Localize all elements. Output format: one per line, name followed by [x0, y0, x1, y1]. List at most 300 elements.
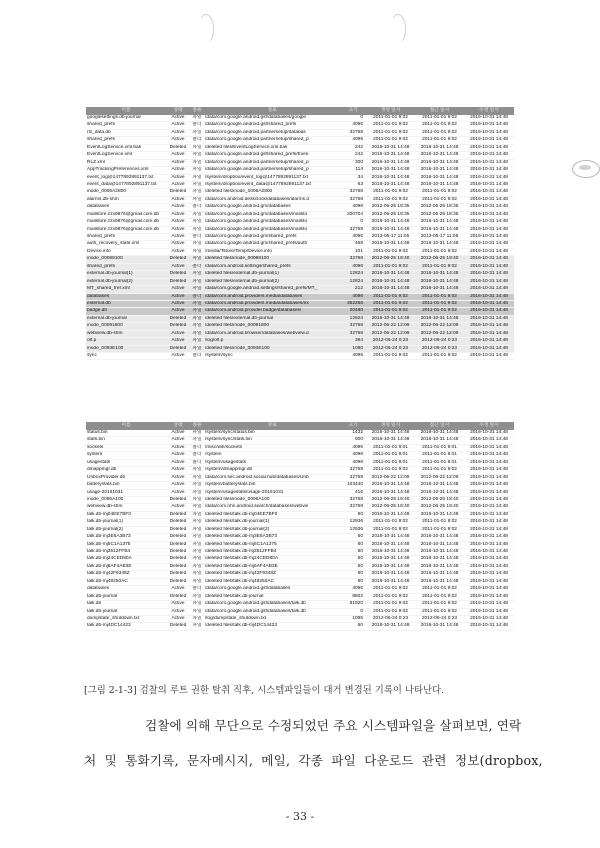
cell-type: 파일	[190, 345, 204, 352]
cell-size: 32768	[340, 189, 366, 196]
cell-name: rlz_data.db	[86, 129, 166, 136]
cell-type: 파일	[190, 601, 204, 608]
cell-type: 폴더	[190, 137, 204, 144]
cell-name: sync	[86, 353, 166, 360]
cell-size: 32768	[340, 496, 366, 503]
column-header-accessed[interactable]: 접근 일시	[415, 422, 464, 430]
cell-accessed: 2011-01-01 9:02	[415, 519, 464, 526]
cell-modified: 2016-10-31 14:48	[464, 144, 514, 151]
cell-type: 파일	[190, 278, 204, 285]
file-table-1	[86, 107, 514, 360]
cell-size: 20480	[340, 308, 366, 315]
cell-accessed: 2011-01-01 9:02	[415, 137, 464, 144]
cell-modified: 2016-10-31 14:48	[464, 526, 514, 533]
table-row[interactable]	[86, 452, 514, 459]
cell-status: Active	[166, 219, 190, 226]
table-row[interactable]	[86, 241, 514, 248]
cell-name: batterystats.bin	[86, 482, 166, 489]
cell-created: 2016-10-31 14:48	[366, 563, 415, 570]
cell-modified: 2016-10-31 14:48	[464, 563, 514, 570]
body-paragraph-line-1: 검찰에 의해 무단으로 수정되었던 주요 시스템파일을 살펴보면, 연락	[145, 718, 522, 733]
cell-name: EventLogService.xml.bak	[86, 144, 166, 151]
table-row[interactable]	[86, 623, 514, 630]
cell-accessed: 2011-01-01 9:02	[415, 248, 464, 255]
cell-size: 8802	[340, 593, 366, 600]
cell-accessed: 2016-10-31 14:48	[415, 174, 464, 181]
cell-modified: 2016-10-31 14:48	[464, 152, 514, 159]
table-row[interactable]	[86, 563, 514, 570]
table-row[interactable]	[86, 278, 514, 285]
column-header-created[interactable]: 생성 일시	[366, 107, 415, 115]
cell-name: talk.db-mj5C1A1375	[86, 541, 166, 548]
cell-name: inode_0096A100	[86, 496, 166, 503]
cell-modified: 2016-10-31 14:48	[464, 308, 514, 315]
cell-type: 파일	[190, 323, 204, 330]
table-row[interactable]	[86, 608, 514, 615]
cell-size: 4096	[340, 452, 366, 459]
cell-status: Active	[166, 241, 190, 248]
cell-size: 32768	[340, 467, 366, 474]
cell-accessed: 2016-10-31 14:48	[415, 482, 464, 489]
cell-accessed: 2016-10-31 14:48	[415, 286, 464, 293]
table-row[interactable]	[86, 541, 514, 548]
cell-status: Active	[166, 353, 190, 360]
cell-accessed: 2012-05-25 18:35	[415, 204, 464, 211]
cell-status: Active	[166, 211, 190, 218]
cell-created: 2011-01-01 9:02	[366, 248, 415, 255]
cell-size: 32768	[340, 129, 366, 136]
cell-size: 60	[340, 563, 366, 570]
cell-type: 파일	[190, 623, 204, 630]
table-row[interactable]	[86, 323, 514, 330]
cell-path: /system/dmappmgr.db	[204, 467, 340, 474]
cell-type: 파일	[190, 437, 204, 444]
cell-modified: 2016-10-31 14:48	[464, 196, 514, 203]
cell-name: inode_0006A2800	[86, 189, 166, 196]
table-row[interactable]	[86, 234, 514, 241]
cell-name: talk.db-mj04EE7BF0	[86, 511, 166, 518]
cell-type: 파일	[190, 504, 204, 511]
cell-accessed: 2016-10-31 14:48	[415, 511, 464, 518]
cell-accessed: 2011-01-01 9:02	[415, 189, 464, 196]
cell-status: Deleted	[166, 593, 190, 600]
table-row[interactable]	[86, 271, 514, 278]
table-row[interactable]	[86, 430, 514, 437]
table-row[interactable]	[86, 211, 514, 218]
cell-path: /deleted files/inode_0096A100	[204, 496, 340, 503]
cell-status: Deleted	[166, 256, 190, 263]
column-header-modified[interactable]: 수정 일시	[464, 422, 514, 430]
cell-type: 폴더	[190, 122, 204, 129]
cell-type: 파일	[190, 519, 204, 526]
cell-modified: 2016-10-31 14:48	[464, 115, 514, 122]
cell-status: Active	[166, 452, 190, 459]
table-row[interactable]	[86, 256, 514, 263]
column-header-status[interactable]: 상태	[166, 422, 190, 430]
cell-type: 파일	[190, 578, 204, 585]
table-row[interactable]	[86, 601, 514, 608]
cell-accessed: 2016-10-31 14:48	[415, 578, 464, 585]
table-row[interactable]	[86, 578, 514, 585]
cell-size: 81920	[340, 601, 366, 608]
cell-created: 2011-01-01 9:02	[366, 308, 415, 315]
cell-accessed: 2012-06-24 0:23	[415, 338, 464, 345]
table-row[interactable]	[86, 248, 514, 255]
cell-path: /data/com.google.android.partnersetup/shared_p	[204, 167, 340, 174]
cell-status: Active	[166, 263, 190, 270]
cell-path: /data/com.android.provider.badge/databases/	[204, 308, 340, 315]
column-header-name[interactable]: 이름	[86, 422, 166, 430]
table-row[interactable]	[86, 144, 514, 151]
cell-created: 2016-10-31 14:48	[366, 534, 415, 541]
cell-accessed: 2016-10-31 14:48	[415, 167, 464, 174]
cell-accessed: 2012-06-25 18:40	[415, 256, 464, 263]
cell-path: /deleted files/external.db-journal(1)	[204, 271, 340, 278]
cell-modified: 2016-10-31 14:48	[464, 593, 514, 600]
column-header-path[interactable]: 경로	[204, 107, 340, 115]
table-row[interactable]	[86, 444, 514, 451]
table-row[interactable]	[86, 181, 514, 188]
cell-name: talk.db-mj3E6A3B73	[86, 534, 166, 541]
cell-status: Deleted	[166, 323, 190, 330]
scan-hole-mark-right	[390, 14, 406, 44]
file-table-screenshot-2	[86, 422, 514, 631]
column-header-size[interactable]: 크기	[340, 422, 366, 430]
cell-path: /data/com.android.deskclock/databases/alarms.d	[204, 196, 340, 203]
table-row[interactable]	[86, 122, 514, 129]
cell-name: shared_prefs	[86, 263, 166, 270]
table-row[interactable]	[86, 504, 514, 511]
table-row[interactable]	[86, 196, 514, 203]
cell-created: 2016-10-31 14:48	[366, 511, 415, 518]
cell-path: /data/com.google.android.partnersetup/databas	[204, 129, 340, 136]
table-row[interactable]	[86, 549, 514, 556]
cell-created: 2011-01-01 9:02	[366, 189, 415, 196]
cell-type: 파일	[190, 541, 204, 548]
cell-type: 파일	[190, 315, 204, 322]
table-row[interactable]	[86, 489, 514, 496]
cell-accessed: 2012-06-25 18:40	[415, 504, 464, 511]
table-row[interactable]	[86, 129, 514, 136]
cell-type: 파일	[190, 511, 204, 518]
cell-status: Deleted	[166, 511, 190, 518]
cell-status: Deleted	[166, 578, 190, 585]
cell-modified: 2016-10-31 14:48	[464, 323, 514, 330]
cell-created: 2013-05-17 11:05	[366, 234, 415, 241]
table-row[interactable]	[86, 293, 514, 300]
file-table-screenshot-1	[86, 107, 514, 360]
table-row[interactable]	[86, 496, 514, 503]
table-header-row	[86, 107, 514, 115]
cell-name: Device.info	[86, 248, 166, 255]
column-header-status[interactable]: 상태	[166, 107, 190, 115]
cell-type: 폴더	[190, 586, 204, 593]
table-row[interactable]	[86, 593, 514, 600]
cell-status: Active	[166, 601, 190, 608]
cell-path: /media/Tstore/Temp/Device.info	[204, 248, 340, 255]
cell-path: /data/com.google.android.gm/shared_prefs	[204, 234, 340, 241]
cell-accessed: 2016-10-31 14:48	[415, 181, 464, 188]
cell-type: 파일	[190, 189, 204, 196]
cell-type: 파일	[190, 152, 204, 159]
column-header-type[interactable]: 종류	[190, 107, 204, 115]
column-header-accessed[interactable]: 접근 일시	[415, 107, 464, 115]
cell-size: 32768	[340, 226, 366, 233]
cell-accessed: 2016-10-31 14:48	[415, 159, 464, 166]
cell-name: webview.db-shm	[86, 330, 166, 337]
cell-size: 1080	[340, 345, 366, 352]
table-row[interactable]	[86, 586, 514, 593]
cell-created: 2011-01-01 9:02	[366, 115, 415, 122]
table-row[interactable]	[86, 519, 514, 526]
cell-size: 4096	[340, 204, 366, 211]
cell-type: 파일	[190, 174, 204, 181]
table-row[interactable]	[86, 615, 514, 622]
cell-type: 파일	[190, 556, 204, 563]
table-row[interactable]	[86, 526, 514, 533]
scan-hole-mark-left	[198, 14, 214, 44]
cell-status: Deleted	[166, 534, 190, 541]
table-row[interactable]	[86, 482, 514, 489]
cell-path: /deleted files/inode_0093E100	[204, 345, 340, 352]
table-row[interactable]	[86, 226, 514, 233]
cell-path: /deleted files/talk.db-mj04EE7BF0	[204, 511, 340, 518]
table-row[interactable]	[86, 315, 514, 322]
cell-accessed: 2016-10-31 14:48	[415, 219, 464, 226]
cell-size: 60	[340, 534, 366, 541]
cell-accessed: 2011-01-01 9:01	[415, 459, 464, 466]
table-row[interactable]	[86, 474, 514, 481]
cell-modified: 2016-10-31 14:48	[464, 467, 514, 474]
table-row[interactable]	[86, 437, 514, 444]
cell-path: /deleted files/inode_0006A2800	[204, 189, 340, 196]
table-row[interactable]	[86, 353, 514, 360]
table-row[interactable]	[86, 571, 514, 578]
cell-type: 파일	[190, 534, 204, 541]
cell-path: /deleted files/talk.db-mj48250AC	[204, 578, 340, 585]
cell-name: talk.db-journal	[86, 608, 166, 615]
scan-smudge-mark	[572, 160, 600, 178]
table-row[interactable]	[86, 152, 514, 159]
table-row[interactable]	[86, 459, 514, 466]
cell-created: 2011-01-01 9:01	[366, 452, 415, 459]
column-header-path[interactable]: 경로	[204, 422, 340, 430]
table-row[interactable]	[86, 167, 514, 174]
column-header-size[interactable]: 크기	[340, 107, 366, 115]
cell-path: /system/sync/status.bin	[204, 430, 340, 437]
table-row[interactable]	[86, 467, 514, 474]
cell-path: /system/sync/stats.bin	[204, 437, 340, 444]
cell-path: /system/batterystats.bin	[204, 482, 340, 489]
cell-name: system	[86, 452, 166, 459]
cell-created: 2016-10-31 14:48	[366, 271, 415, 278]
cell-status: Active	[166, 204, 190, 211]
table-row[interactable]	[86, 308, 514, 315]
cell-path: /deleted files/external.db-journal(2)	[204, 278, 340, 285]
cell-created: 2012-06-25 18:40	[366, 496, 415, 503]
cell-size: 4096	[340, 353, 366, 360]
cell-size: 1095	[340, 615, 366, 622]
cell-accessed: 2016-10-31 14:48	[415, 571, 464, 578]
cell-path: /data/com.google.android.gsf/databases/talk.db	[204, 608, 340, 615]
table-row[interactable]	[86, 286, 514, 293]
cell-type: 폴더	[190, 353, 204, 360]
cell-modified: 2016-10-31 14:48	[464, 256, 514, 263]
cell-type: 파일	[190, 526, 204, 533]
table-row[interactable]	[86, 338, 514, 345]
cell-modified: 2016-10-31 14:48	[464, 549, 514, 556]
cell-name: external.db-journal(2)	[86, 278, 166, 285]
cell-path: /data/com.google.android.partnersetup/shared_p	[204, 137, 340, 144]
cell-size: 32768	[340, 330, 366, 337]
cell-created: 2016-10-31 14:48	[366, 430, 415, 437]
table-row[interactable]	[86, 204, 514, 211]
cell-path: /data/com.google.android.gsf/databases/talk.db	[204, 601, 340, 608]
table-row[interactable]	[86, 219, 514, 226]
cell-modified: 2016-10-31 14:48	[464, 615, 514, 622]
cell-type: 파일	[190, 226, 204, 233]
cell-path: /log/dumpstate_shutdown.txt	[204, 615, 340, 622]
cell-modified: 2016-10-31 14:48	[464, 248, 514, 255]
cell-modified: 2016-10-31 14:48	[464, 300, 514, 307]
cell-path: /deleted files/EventLogService.xml.bak	[204, 144, 340, 151]
cell-name: databases	[86, 204, 166, 211]
table-row[interactable]	[86, 115, 514, 122]
cell-name: event_data@1477892891137.txt	[86, 181, 166, 188]
column-header-name[interactable]: 이름	[86, 107, 166, 115]
cell-path: /system/usagestats	[204, 459, 340, 466]
cell-modified: 2016-10-31 14:48	[464, 211, 514, 218]
cell-type: 파일	[190, 615, 204, 622]
table-row[interactable]	[86, 189, 514, 196]
cell-created: 2016-10-31 14:48	[366, 549, 415, 556]
cell-accessed: 2012-06-22 12:09	[415, 330, 464, 337]
cell-created: 2016-10-31 14:48	[366, 159, 415, 166]
column-header-modified[interactable]: 수정 일시	[464, 107, 514, 115]
cell-accessed: 2012-06-24 0:23	[415, 345, 464, 352]
cell-created: 2011-01-01 9:02	[366, 519, 415, 526]
cell-created: 2012-05-25 18:35	[366, 211, 415, 218]
cell-created: 2012-06-25 18:40	[366, 504, 415, 511]
cell-name: shared_prefs	[86, 137, 166, 144]
cell-created: 2011-01-01 9:02	[366, 467, 415, 474]
cell-modified: 2016-10-31 14:48	[464, 519, 514, 526]
cell-status: Active	[166, 234, 190, 241]
cell-accessed: 2016-10-31 14:48	[415, 430, 464, 437]
column-header-created[interactable]: 생성 일시	[366, 422, 415, 430]
cell-name: MT_shared_fref.xml	[86, 286, 166, 293]
cell-status: Active	[166, 115, 190, 122]
cell-type: 파일	[190, 181, 204, 188]
cell-modified: 2016-10-31 14:48	[464, 601, 514, 608]
cell-path: /system/sync	[204, 353, 340, 360]
cell-name: dmappmgr.db	[86, 467, 166, 474]
cell-type: 파일	[190, 286, 204, 293]
table-row[interactable]	[86, 345, 514, 352]
cell-created: 2011-01-01 9:02	[366, 137, 415, 144]
table-row[interactable]	[86, 300, 514, 307]
cell-created: 2016-10-31 14:48	[366, 489, 415, 496]
cell-path: /deleted files/inode_00088100	[204, 256, 340, 263]
cell-name: usage-20161031	[86, 489, 166, 496]
cell-accessed: 2011-01-01 9:02	[415, 526, 464, 533]
column-header-type[interactable]: 종류	[190, 422, 204, 430]
cell-created: 2011-01-01 9:02	[366, 601, 415, 608]
cell-created: 2016-10-31 14:48	[366, 167, 415, 174]
table-row[interactable]	[86, 159, 514, 166]
cell-type: 파일	[190, 211, 204, 218]
cell-size: 60	[340, 541, 366, 548]
table-row[interactable]	[86, 556, 514, 563]
cell-modified: 2016-10-31 14:48	[464, 345, 514, 352]
cell-created: 2016-10-31 14:48	[366, 174, 415, 181]
cell-accessed: 2011-01-01 9:01	[415, 452, 464, 459]
cell-status: Active	[166, 122, 190, 129]
cell-accessed: 2016-10-31 14:48	[415, 541, 464, 548]
cell-created: 2012-05-25 18:35	[366, 204, 415, 211]
cell-name: talk.db-mj48250AC	[86, 578, 166, 585]
cell-path: /data/com.google.android.gsf/databases	[204, 586, 340, 593]
cell-accessed: 2011-01-01 9:02	[415, 293, 464, 300]
cell-accessed: 2011-01-01 9:02	[415, 353, 464, 360]
cell-path: /deleted files/inode_00091800	[204, 323, 340, 330]
table-row[interactable]	[86, 174, 514, 181]
cell-name: talk.db-mj4DC14423	[86, 623, 166, 630]
cell-path: /deleted files/talk.db-mj3512FFB4	[204, 549, 340, 556]
cell-status: Active	[166, 129, 190, 136]
cell-status: Deleted	[166, 519, 190, 526]
cell-size: 60	[340, 549, 366, 556]
cell-accessed: 2011-01-01 9:02	[415, 129, 464, 136]
cell-modified: 2016-10-31 14:48	[464, 330, 514, 337]
cell-created: 2016-10-31 14:48	[366, 623, 415, 630]
cell-modified: 2016-10-31 14:48	[464, 122, 514, 129]
cell-created: 2011-01-01 9:02	[366, 293, 415, 300]
cell-name: stats.bin	[86, 437, 166, 444]
file-table-2	[86, 422, 514, 631]
cell-size: 12824	[340, 315, 366, 322]
cell-modified: 2016-10-31 14:48	[464, 278, 514, 285]
cell-modified: 2016-10-31 14:48	[464, 338, 514, 345]
cell-status: Active	[166, 482, 190, 489]
cell-accessed: 2011-01-01 9:02	[415, 300, 464, 307]
cell-accessed: 2011-01-01 9:02	[415, 122, 464, 129]
cell-status: Active	[166, 300, 190, 307]
cell-type: 폴더	[190, 204, 204, 211]
cell-size: 63	[340, 181, 366, 188]
cell-created: 2016-10-31 14:48	[366, 219, 415, 226]
cell-created: 2011-01-01 9:02	[366, 593, 415, 600]
cell-type: 파일	[190, 593, 204, 600]
cell-type: 파일	[190, 115, 204, 122]
table-row[interactable]	[86, 137, 514, 144]
table-row[interactable]	[86, 263, 514, 270]
cell-created: 2012-06-22 12:09	[366, 474, 415, 481]
cell-name: external.db-journal	[86, 315, 166, 322]
cell-name: databases	[86, 586, 166, 593]
table-row[interactable]	[86, 511, 514, 518]
cell-path: /misc/wifi/sockets	[204, 444, 340, 451]
cell-status: Deleted	[166, 278, 190, 285]
cell-accessed: 2011-01-01 9:02	[415, 467, 464, 474]
table-row[interactable]	[86, 534, 514, 541]
cell-size: 4096	[340, 263, 366, 270]
cell-created: 2011-01-01 9:02	[366, 122, 415, 129]
cell-modified: 2016-10-31 14:48	[464, 241, 514, 248]
table-row[interactable]	[86, 330, 514, 337]
cell-status: Deleted	[166, 496, 190, 503]
cell-path: /data/com.google.android.gm/databases/mailsto	[204, 226, 340, 233]
